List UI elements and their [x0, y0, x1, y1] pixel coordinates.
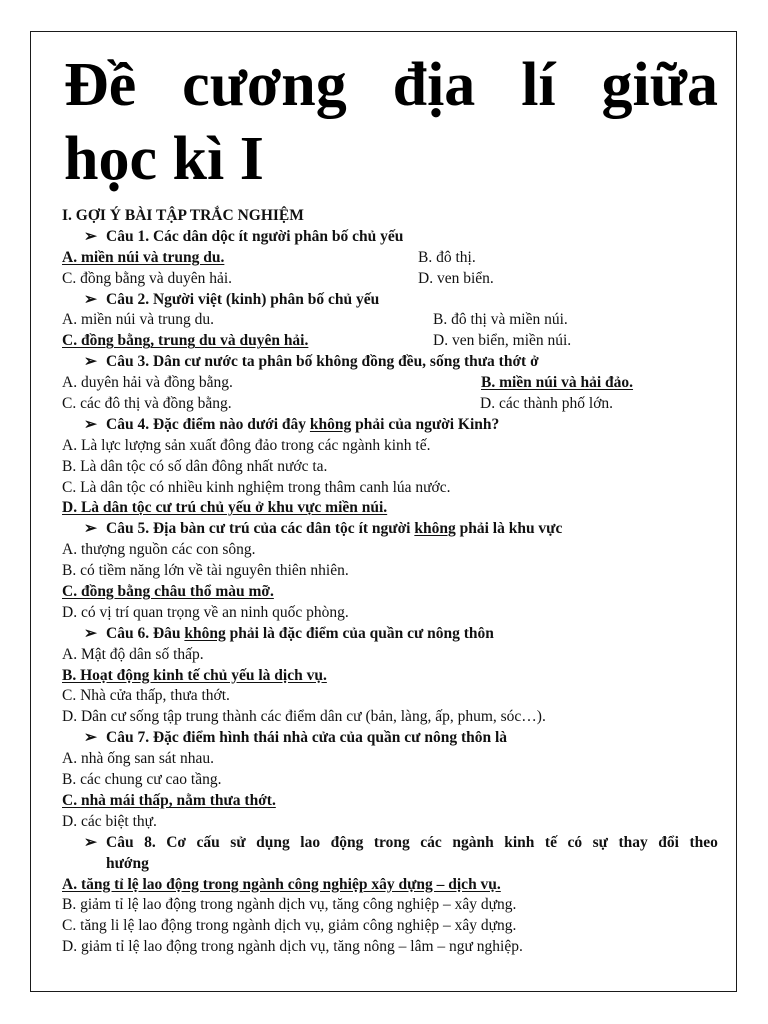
q8-word: Cơ [166, 833, 187, 851]
title-line-2 [64, 124, 264, 195]
q8-word: tế [544, 833, 557, 851]
q1-option-d: D. ven biển. [418, 269, 494, 287]
question-5-text [106, 519, 562, 540]
question-6-text [106, 624, 494, 645]
title-line-1 [64, 50, 718, 121]
title-word: địa [392, 51, 476, 119]
question-1-text: Câu 1. Các dân dộc ít người phân bố chủ yếu [106, 227, 404, 245]
question-2-options-cd [62, 331, 718, 352]
q6-option-c: C. Nhà cửa thấp, thưa thớt. [62, 687, 230, 705]
q6-option-d: D. Dân cư sống tập trung thành các điểm dân cư (bản, làng, ấp, phum, sóc…). [62, 708, 546, 726]
q8-word: Câu [106, 833, 134, 851]
q4-option-d: D. Là dân tộc cư trú chủ yếu ở khu vực miền núi. [62, 499, 388, 517]
question-1-options-ab [62, 248, 718, 269]
q6-option-a: A. Mật độ dân số thấp. [62, 645, 204, 663]
q1-option-a: A. miền núi và trung du. [62, 248, 225, 266]
q8-word: động [330, 833, 364, 851]
arrow-bullet-icon: ➢ [84, 353, 97, 371]
question-2 [62, 290, 718, 311]
q5-option-b: B. có tiềm năng lớn về tài nguyên thiên nhiên. [62, 562, 349, 580]
question-2-options-ab [62, 310, 718, 331]
q3-option-d: D. các thành phố lớn. [480, 395, 614, 413]
arrow-bullet-icon: ➢ [84, 415, 97, 433]
q8-option-c: C. tăng li lệ lao động trong ngành dịch vụ, giảm công nghiệp – xây dựng. [62, 917, 517, 935]
q5-text-emphasis: không [414, 520, 456, 538]
question-3-options-ab [62, 373, 718, 394]
q1-option-b: B. đô thị. [418, 248, 476, 266]
title-line-2-text: học kì I [64, 125, 264, 193]
question-6 [62, 624, 718, 645]
q5-text-start: Câu 5. Địa bàn cư trú của các dân tộc ít người [106, 520, 415, 538]
q8-word: 8. [144, 833, 156, 851]
question-2-text: Câu 2. Người việt (kinh) phân bố chủ yếu [106, 290, 380, 308]
q5-text-end: phải là khu vực [455, 520, 563, 538]
q3-option-c: C. các đô thị và đồng bằng. [62, 395, 232, 413]
q6-text-start: Câu 6. Đâu [106, 624, 185, 642]
q6-option-b: B. Hoạt động kinh tế chủ yếu là dịch vụ. [62, 666, 327, 684]
question-3 [62, 352, 718, 373]
q1-option-c: C. đồng bằng và duyên hải. [62, 269, 233, 287]
q7-option-d: D. các biệt thự. [62, 812, 157, 830]
question-5 [62, 519, 718, 540]
section-heading: I. GỢI Ý BÀI TẬP TRẮC NGHIỆM [62, 207, 304, 224]
q3-option-b: B. miền núi và hải đảo. [481, 374, 634, 392]
q7-option-b: B. các chung cư cao tầng. [62, 771, 222, 789]
q4-option-a: A. Là lực lượng sản xuất đông đảo trong các ngành kinh tế. [62, 436, 431, 454]
q8-word: dụng [256, 833, 290, 851]
q8-word: sử [230, 833, 246, 851]
q8-word: theo [689, 833, 718, 851]
arrow-bullet-icon: ➢ [84, 729, 97, 747]
arrow-bullet-icon: ➢ [84, 290, 97, 308]
q8-option-b: B. giảm tỉ lệ lao động trong ngành dịch vụ, tăng công nghiệp – xây dựng. [62, 896, 517, 914]
question-3-options-cd [62, 394, 718, 415]
q4-text-start: Câu 4. Đặc điểm nào dưới đây [106, 415, 310, 433]
q3-option-a: A. duyên hải và đồng bằng. [62, 374, 233, 392]
q4-text-end: phải của người Kinh? [351, 415, 500, 433]
arrow-bullet-icon: ➢ [84, 520, 97, 538]
q8-word: cấu [196, 833, 220, 851]
q8-word: các [420, 833, 442, 851]
q8-word: ngành [452, 833, 494, 851]
q8-option-d: D. giảm tỉ lệ lao động trong ngành dịch vụ, tăng nông – lâm – ngư nghiệp. [62, 938, 523, 956]
q5-option-d: D. có vị trí quan trọng về an ninh quốc phòng. [62, 603, 349, 621]
q8-word: kinh [504, 833, 535, 851]
arrow-bullet-icon: ➢ [84, 624, 97, 642]
q2-option-c: C. đồng bằng, trung du và duyên hải. [62, 332, 309, 350]
q8-word: trong [373, 833, 410, 851]
title-word: giữa [601, 51, 718, 119]
arrow-bullet-icon: ➢ [84, 227, 97, 245]
q2-option-b: B. đô thị và miền núi. [433, 311, 568, 329]
question-7 [62, 728, 718, 749]
arrow-bullet-icon: ➢ [84, 833, 97, 851]
question-3-text: Câu 3. Dân cư nước ta phân bố không đồng đều, sống thưa thớt ở [106, 353, 539, 371]
question-8 [62, 833, 718, 875]
q4-option-c: C. Là dân tộc có nhiều kinh nghiệm trong thâm canh lúa nước. [62, 478, 451, 496]
question-1-options-cd [62, 269, 718, 290]
q8-option-a: A. tăng tỉ lệ lao động trong ngành công nghiệp xây dựng – dịch vụ. [62, 875, 501, 893]
question-8-line-2: hướng [106, 854, 149, 872]
question-7-text: Câu 7. Đặc điểm hình thái nhà cửa của quần cư nông thôn là [106, 729, 508, 747]
document-body [62, 206, 718, 958]
q5-option-a: A. thượng nguồn các con sông. [62, 541, 256, 559]
q2-option-a: A. miền núi và trung du. [62, 311, 214, 329]
q6-text-emphasis: không [184, 624, 226, 642]
title-word: lí [521, 51, 556, 119]
q6-text-end: phải là đặc điểm của quần cư nông thôn [225, 624, 494, 642]
question-8-text [106, 833, 718, 854]
q8-word: lao [300, 833, 321, 851]
title-word: Đề [64, 51, 137, 119]
q8-word: sự [592, 833, 608, 851]
q4-option-b: B. Là dân tộc có số dân đông nhất nước ta. [62, 457, 328, 475]
q4-text-emphasis: không [309, 415, 352, 433]
q8-word: có [567, 833, 583, 851]
q8-word: thay [618, 833, 648, 851]
question-4 [62, 415, 718, 436]
q7-option-c: C. nhà mái thấp, nằm thưa thớt. [62, 791, 276, 809]
question-8-line-1 [84, 833, 718, 854]
title-word: cương [182, 51, 347, 119]
q2-option-d: D. ven biển, miền núi. [433, 332, 572, 350]
q5-option-c: C. đồng bằng châu thổ màu mỡ. [62, 583, 274, 601]
question-4-text [106, 415, 499, 436]
question-1 [62, 227, 718, 248]
q8-word: đổi [658, 833, 679, 851]
q7-option-a: A. nhà ống san sát nhau. [62, 750, 214, 768]
